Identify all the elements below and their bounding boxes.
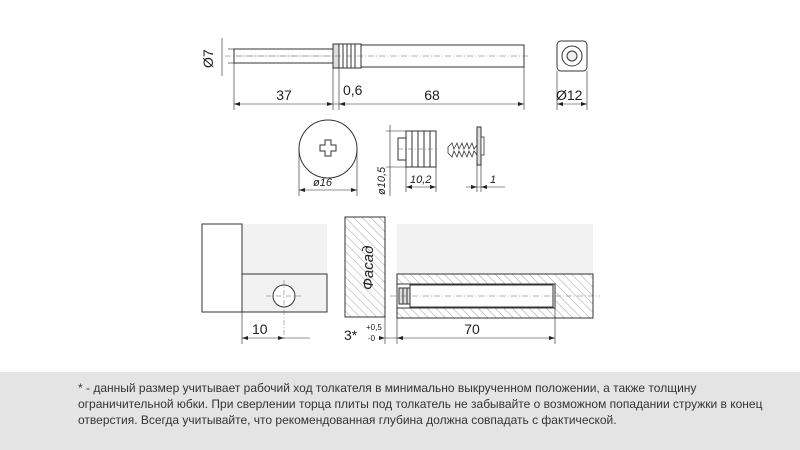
gap-3-label: 3* — [344, 327, 358, 343]
footnote-text: * - данный размер учитывает рабочий ход толкателя в минимально выкрученном положении, а также толщину ограничительной юбки. При сверлении торца плиты под толкатель не забывайте о возможном попадании стружки в конец отверстия. Всегда учитывайте, что рекомендованная глубина должна совпадать с фактической. — [78, 381, 763, 427]
length-68-label: 68 — [424, 87, 440, 103]
sleeve-length-label: 10,2 — [410, 174, 432, 186]
depth-70-label: 70 — [464, 321, 480, 337]
cap-diameter-label: ø16 — [313, 177, 332, 189]
facade-label: Фасад — [360, 245, 377, 290]
latch-side-view — [225, 44, 530, 68]
screw-head-label: 1 — [490, 174, 497, 186]
tolerance-plus-label: +0,5 — [366, 323, 382, 332]
latch-diameter-label: Ø7 — [200, 49, 216, 68]
hole-offset-label: 10 — [252, 321, 268, 337]
footnote-panel — [0, 372, 800, 450]
screw — [448, 127, 505, 192]
sleeve-diameter-label: ø10,5 — [376, 166, 388, 195]
length-37-label: 37 — [276, 87, 292, 103]
gap-06-label: 0,6 — [343, 82, 363, 98]
tolerance-minus-label: -0 — [368, 334, 376, 343]
end-diameter-label: Ø12 — [556, 87, 583, 103]
